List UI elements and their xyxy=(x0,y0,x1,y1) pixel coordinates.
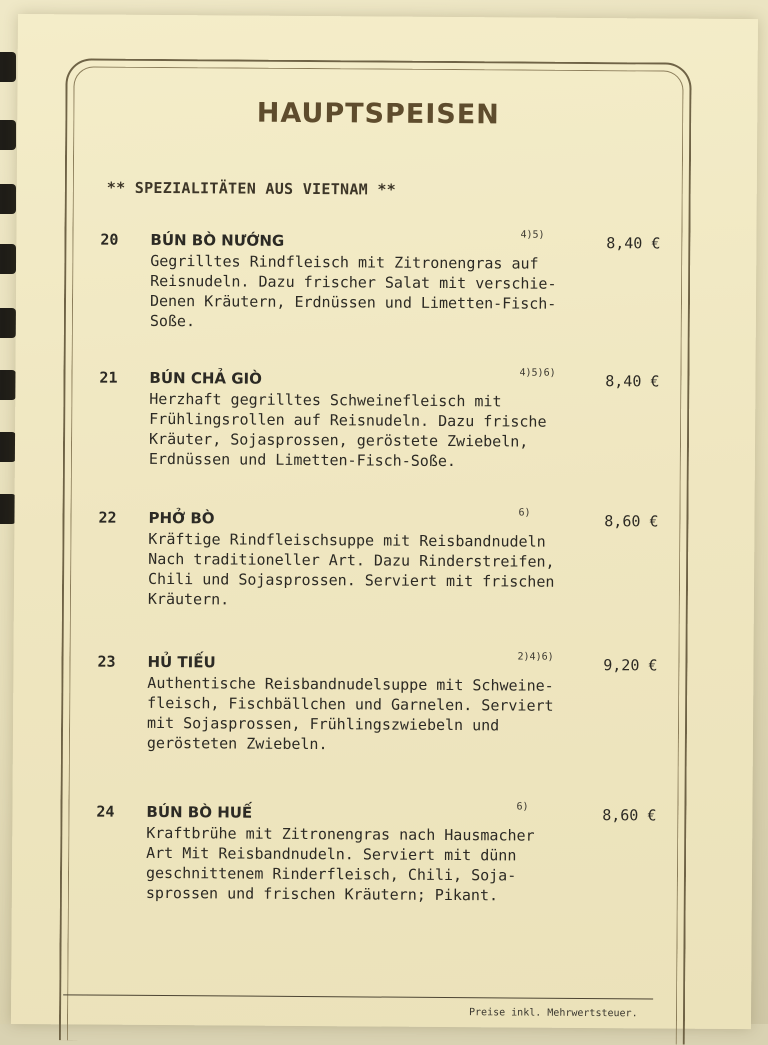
description-line: Gegrilltes Rindfleisch mit Zitronengras auf xyxy=(150,251,539,273)
description-line: Denen Kräutern, Erdnüssen und Limetten-Fisch- xyxy=(149,291,557,313)
dish-price: 8,40 € xyxy=(606,234,661,253)
dish-price: 8,60 € xyxy=(604,512,659,531)
dish-description xyxy=(147,673,588,756)
description-line: geschnittenem Rinderfleisch, Chili, Soja- xyxy=(145,863,517,885)
dish-name: HỦ TIẾU xyxy=(147,652,216,672)
dish-allergen-notes: 6) xyxy=(516,801,529,813)
footer-note: Preise inkl. Mehrwertsteuer. xyxy=(469,1007,638,1020)
dish-description xyxy=(146,823,587,906)
dish-price: 8,40 € xyxy=(605,372,660,391)
binding-ring xyxy=(0,52,16,82)
description-line: Authentische Reisbandnudelsuppe mit Schweine- xyxy=(147,673,554,695)
decorative-frame xyxy=(59,58,692,1044)
dish-name: BÚN BÒ HUẾ xyxy=(146,802,253,822)
page-title: HAUPTSPEISEN xyxy=(256,97,500,131)
description-line: Frühlingsrollen auf Reisnudeln. Dazu frische xyxy=(149,409,547,431)
section-subtitle: ** SPEZIALITÄTEN AUS VIETNAM ** xyxy=(106,178,397,199)
dish-description xyxy=(148,529,589,612)
dish-description xyxy=(149,389,590,472)
description-line: Soße. xyxy=(149,311,196,331)
binding-ring xyxy=(0,432,16,462)
description-line: Reisnudeln. Dazu frischer Salat mit verschie- xyxy=(150,271,557,293)
description-line: Kräftige Rindfleischsuppe mit Reisbandnudeln xyxy=(148,529,546,551)
description-line: Art Mit Reisbandnudeln. Serviert mit dünn xyxy=(146,843,517,865)
dish-allergen-notes: 2)4)6) xyxy=(517,651,554,663)
description-line: Chili und Sojasprossen. Serviert mit frischen xyxy=(147,569,555,591)
description-line: gerösteten Zwiebeln. xyxy=(146,733,328,754)
dish-price: 8,60 € xyxy=(602,806,657,825)
binding-ring xyxy=(0,308,16,338)
binding-ring xyxy=(0,184,16,214)
dish-number: 24 xyxy=(96,802,115,821)
binding-ring xyxy=(0,370,16,400)
dish-allergen-notes: 6) xyxy=(518,507,531,519)
description-line: mit Sojasprossen, Frühlingszwiebeln und xyxy=(146,713,500,735)
dish-number: 20 xyxy=(100,230,119,249)
dish-allergen-notes: 4)5)6) xyxy=(519,367,556,379)
dish-name: BÚN CHẢ GIÒ xyxy=(149,368,262,388)
description-line: Kraftbrühe mit Zitronengras nach Hausmacher xyxy=(146,823,535,845)
dish-allergen-notes: 4)5) xyxy=(520,229,545,241)
description-line: Nach traditioneller Art. Dazu Rinderstreifen, xyxy=(148,549,555,571)
dish-number: 22 xyxy=(98,508,117,527)
description-line: Kräutern. xyxy=(147,589,230,609)
description-line: Herzhaft gegrilltes Schweinefleisch mit xyxy=(149,389,502,411)
description-line: Kräuter, Sojasprossen, geröstete Zwiebeln, xyxy=(148,429,529,451)
description-line: Erdnüssen und Limetten-Fisch-Soße. xyxy=(148,449,456,471)
dish-name: BÚN BÒ NƯỚNG xyxy=(150,230,285,250)
menu-page xyxy=(11,14,758,1029)
description-line: sprossen und frischen Kräutern; Pikant. xyxy=(145,883,499,905)
binding-ring xyxy=(0,120,16,150)
dish-description xyxy=(150,251,591,334)
binding-ring xyxy=(0,244,16,274)
dish-number: 21 xyxy=(99,368,118,387)
description-line: fleisch, Fischbällchen und Garnelen. Serviert xyxy=(147,693,554,715)
dish-name: PHỞ BÒ xyxy=(148,508,215,528)
dish-number: 23 xyxy=(97,652,116,671)
dish-price: 9,20 € xyxy=(603,656,658,675)
